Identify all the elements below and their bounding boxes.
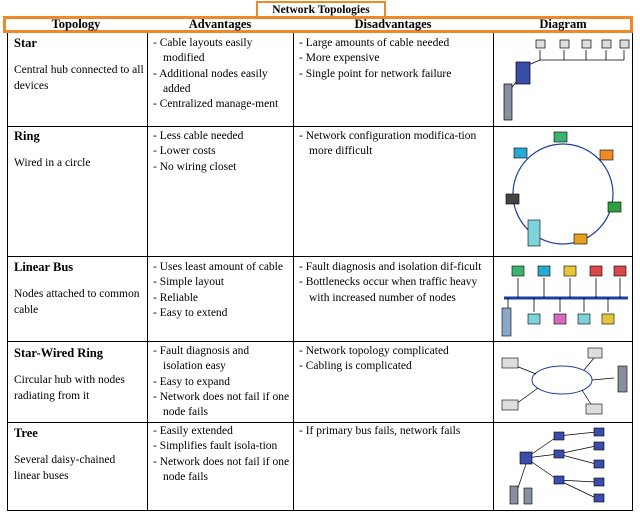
row-ring-disadvantages bbox=[299, 129, 489, 160]
row-bus-disadvantages bbox=[299, 260, 489, 306]
advantage-item: - Network does not fail if one node fails bbox=[153, 455, 290, 486]
advantage-item: - Additional nodes easily added bbox=[153, 67, 290, 98]
row-bus-advantages bbox=[153, 260, 290, 321]
disadvantage-item: - If primary bus fails, network fails bbox=[299, 424, 489, 439]
disadvantage-item: - Fault diagnosis and isolation dif-ficult bbox=[299, 260, 489, 275]
row-starwired-disadvantages bbox=[299, 344, 489, 375]
row-tree-disadvantages bbox=[299, 424, 489, 439]
advantage-item: - Easy to extend bbox=[153, 306, 290, 321]
disadvantage-item: - Network topology complicated bbox=[299, 344, 489, 359]
topology-description: Nodes attached to common cable bbox=[14, 288, 140, 316]
row-starwired-topology bbox=[14, 346, 146, 404]
grid-line bbox=[7, 422, 633, 423]
ring-topology-diagram bbox=[496, 128, 630, 255]
row-star-advantages bbox=[153, 36, 290, 112]
grid-line bbox=[7, 126, 633, 127]
row-tree-topology bbox=[14, 426, 144, 484]
header-disadvantages: Disadvantages bbox=[354, 17, 432, 31]
table-title: Network Topologies bbox=[256, 1, 386, 19]
grid-line bbox=[7, 33, 8, 511]
star-topology-diagram bbox=[496, 36, 630, 124]
grid-line bbox=[147, 33, 148, 511]
advantage-item: - Cable layouts easily modified bbox=[153, 36, 290, 67]
disadvantage-item: - Cabling is complicated bbox=[299, 359, 489, 374]
tree-topology-diagram bbox=[496, 424, 630, 508]
advantage-item: - Reliable bbox=[153, 291, 290, 306]
topology-description: Several daisy-chained linear buses bbox=[14, 454, 116, 482]
header-advantages: Advantages bbox=[188, 17, 252, 31]
advantage-item: - Centralized manage-ment bbox=[153, 97, 290, 112]
header-topology: Topology bbox=[51, 17, 101, 31]
topology-description: Central hub connected to all devices bbox=[14, 64, 144, 92]
advantage-item: - Simplifies fault isola-tion bbox=[153, 439, 290, 454]
grid-line bbox=[7, 510, 633, 511]
header-diagram: Diagram bbox=[539, 17, 587, 31]
grid-line bbox=[7, 341, 633, 342]
row-ring-topology bbox=[14, 129, 144, 172]
advantage-item: - Simple layout bbox=[153, 275, 290, 290]
grid-line bbox=[632, 33, 633, 511]
row-ring-advantages bbox=[153, 129, 290, 175]
disadvantage-item: - More expensive bbox=[299, 51, 489, 66]
star-wired-ring-diagram bbox=[496, 344, 630, 420]
advantage-item: - No wiring closet bbox=[153, 160, 290, 175]
row-bus-topology bbox=[14, 260, 144, 318]
advantage-item: - Fault diagnosis and isolation easy bbox=[153, 344, 290, 375]
topology-name: Star bbox=[14, 36, 37, 50]
topology-name: Star-Wired Ring bbox=[14, 346, 104, 360]
topology-name: Linear Bus bbox=[14, 260, 74, 274]
disadvantage-item: - Network configuration modifica-tion more difficult bbox=[299, 129, 489, 160]
grid-line bbox=[293, 33, 294, 511]
row-tree-advantages bbox=[153, 424, 290, 485]
row-starwired-advantages bbox=[153, 344, 290, 420]
disadvantage-item: - Single point for network failure bbox=[299, 67, 489, 82]
topology-description: Circular hub with nodes radiating from it bbox=[14, 374, 125, 402]
advantage-item: - Less cable needed bbox=[153, 129, 290, 144]
advantage-item: - Easily extended bbox=[153, 424, 290, 439]
row-star-disadvantages bbox=[299, 36, 489, 82]
advantage-item: - Uses least amount of cable bbox=[153, 260, 290, 275]
topology-description: Wired in a circle bbox=[14, 157, 91, 170]
topology-name: Tree bbox=[14, 426, 38, 440]
advantage-item: - Network does not fail if one node fails bbox=[153, 390, 290, 421]
row-star-topology bbox=[14, 36, 144, 94]
topology-name: Ring bbox=[14, 129, 40, 143]
advantage-item: - Easy to expand bbox=[153, 375, 290, 390]
disadvantage-item: - Large amounts of cable needed bbox=[299, 36, 489, 51]
bus-topology-diagram bbox=[496, 258, 630, 340]
grid-line bbox=[493, 33, 494, 511]
advantage-item: - Lower costs bbox=[153, 144, 290, 159]
disadvantage-item: - Bottlenecks occur when traffic heavy with increased number of nodes bbox=[299, 275, 489, 306]
grid-line bbox=[7, 256, 633, 257]
